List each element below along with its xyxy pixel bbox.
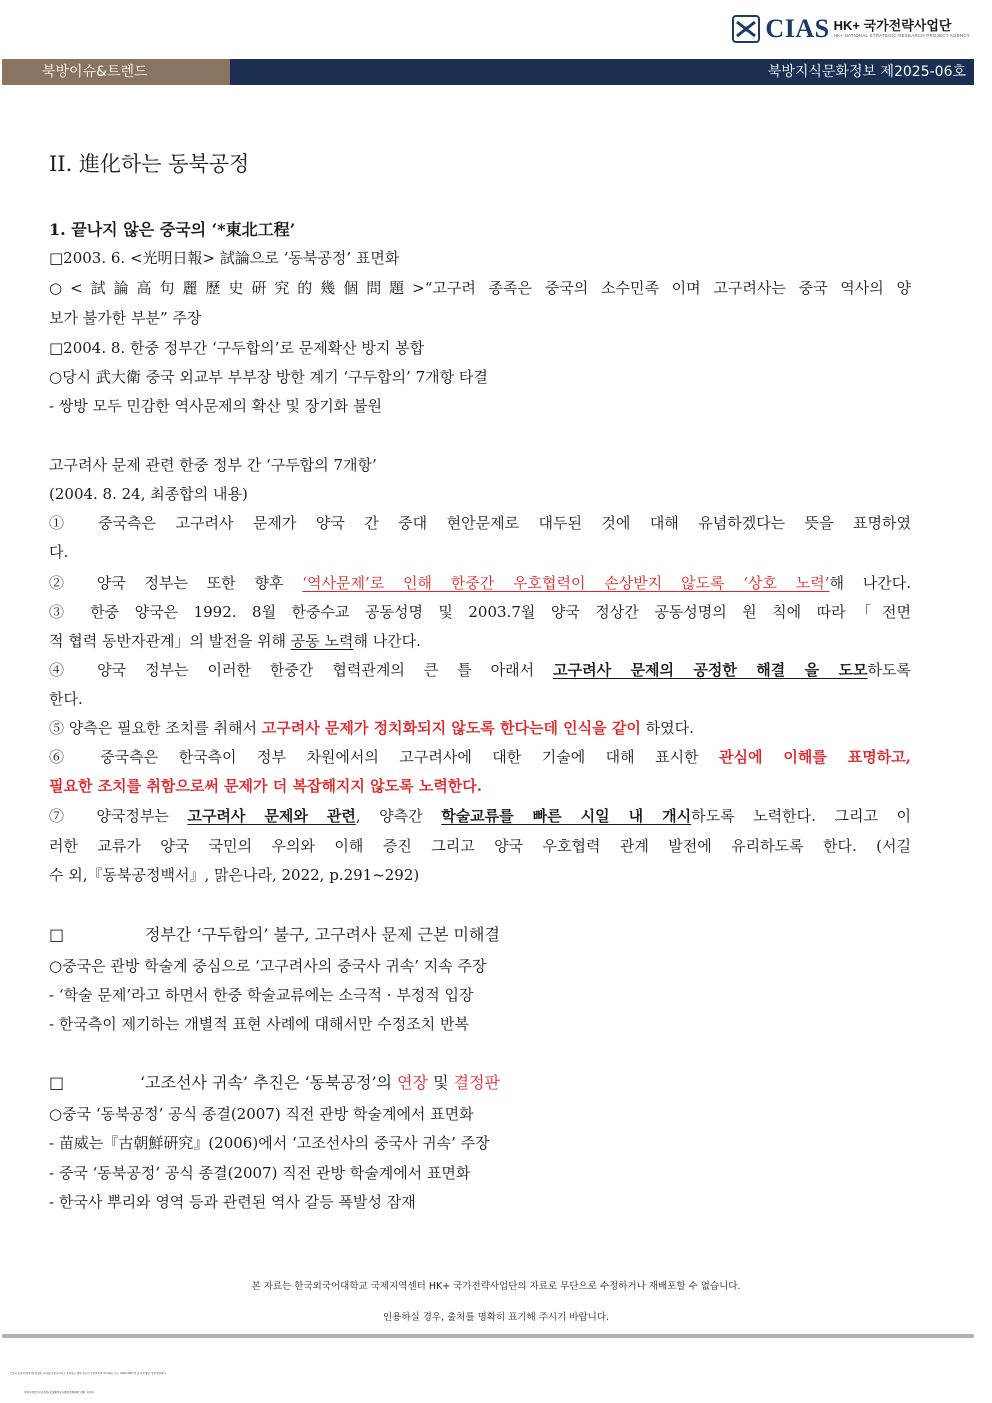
text-line: ○당시 武大衛 중국 외교부 부부장 방한 계기 ‘구두합의’ 7개항 타결	[49, 368, 488, 386]
text-line: - 苗威는『古朝鮮硏究』(2006)에서 ‘고조선사의 중국사 귀속’ 주장	[49, 1134, 490, 1152]
text-line: - 중국 ‘동북공정’ 공식 종결(2007) 직전 관방 학술계에서 표면화	[49, 1164, 471, 1182]
agreement-title: 고구려사 문제 관련 한중 정부 간 ‘구두합의 7개항’	[49, 456, 377, 474]
text-line: ○중국 ‘동북공정’ 공식 종결(2007) 직전 관방 학술계에서 표면화	[49, 1105, 474, 1123]
text-line: - 한국측이 제기하는 개별적 표현 사례에 대해서만 수정조치 반복	[49, 1015, 469, 1033]
header-bar	[2, 59, 974, 85]
footnote-marker: *	[10, 1372, 12, 1375]
agreement-item: 수 외,『동북공정백서』, 맑은나라, 2022, p.291~292)	[49, 866, 420, 884]
logo-cias-text: CIAS	[765, 14, 830, 43]
cias-logo	[731, 14, 970, 44]
subheading: 1. 끝나지 않은 중국의 ‘*東北工程’	[49, 220, 296, 239]
agreement-item: ④ 양국 정부는 이러한 한중간 협력관계의 큰 틀 아래서 고구려사 문제의 공정한 해결 을 도모하도록	[49, 661, 911, 679]
underline-text: 고구려사 문제와 관련	[187, 807, 356, 825]
agreement-item: ⑦ 양국정부는 고구려사 문제와 관련, 양측간 학술교류를 빠른 시일 내 개시하도록 노력한다. 그리고 이	[49, 807, 912, 825]
page-heading: II. 進化하는 동북공정	[49, 152, 250, 176]
text-line: - 한국사 뿌리와 영역 등과 관련된 역사 갈등 폭발성 잠재	[49, 1193, 416, 1211]
text-line: □2004. 8. 한중 정부간 ‘구두합의’로 문제확산 방지 봉합	[49, 339, 425, 357]
section-box-marker: □	[49, 925, 65, 944]
section-box-marker: □	[49, 1073, 65, 1092]
highlight-text: ‘역사문제’로 인해 한중간 우호협력이 손상받지 않도록 ‘상호 노력’	[302, 574, 830, 592]
highlight-text: 관심에 이해를 표명하고,	[719, 748, 911, 766]
text-line: ○중국은 관방 학술계 중심으로 ‘고구려사의 중국사 귀속’ 지속 주장	[49, 957, 487, 975]
section-label: 북방이슈&트렌드	[2, 59, 230, 85]
agreement-date: (2004. 8. 24, 최종합의 내용)	[49, 485, 248, 503]
issue-label: 북방지식문화정보 제2025-06호	[230, 59, 974, 85]
highlight-text: 고구려사 문제가 정치화되지 않도록 한다는데 인식을 같이	[261, 719, 641, 737]
text-line: - ‘학술 문제’라고 하면서 한중 학술교류에는 소극적 · 부정적 입장	[49, 986, 474, 1004]
agreement-item: ③ 한중 양국은 1992. 8월 한중수교 공동성명 및 2003.7월 양국 정상간 공동성명의 원 칙에 따라「전면	[49, 603, 911, 621]
section-title: 정부간 ‘구두합의’ 불구, 고구려사 문제 근본 미해결	[145, 925, 500, 944]
agreement-item: ① 중국측은 고구려사 문제가 양국 간 중대 현안문제로 대두된 것에 대해 유념하겠다는 뜻을 표명하였	[49, 514, 911, 532]
logo-agency-title: HK+ 국가전략사업단	[833, 18, 952, 34]
underline-text: 학술교류를 빠른 시일 내 개시	[441, 807, 692, 825]
agreement-item: ⑥ 중국측은 한국측이 정부 차원에서의 고구려사에 대한 기술에 대해 표시한 관심에 이해를 표명하고,	[49, 748, 911, 766]
text-line: - 쌍방 모두 민감한 역사문제의 확산 및 장기화 불원	[49, 397, 383, 415]
agreement-item: 필요한 조치를 취함으로써 문제가 더 복잡해지지 않도록 노력한다.	[49, 777, 483, 795]
cias-emblem-icon	[731, 14, 761, 44]
agreement-item: 한다.	[49, 690, 83, 708]
agreement-item: 러한 교류가 양국 국민의 우의와 이해 증진 그리고 양국 우호협력 관계 발전에 유리하도록 한다. (서길	[49, 837, 911, 855]
underline-text: 고구려사 문제의 공정한 해결 을 도모	[553, 661, 868, 679]
text-line: 보가 불가한 부분” 주장	[49, 309, 202, 327]
agreement-item: ② 양국 정부는 또한 향후 ‘역사문제’로 인해 한중간 우호협력이 손상받지 않도록 ‘상호 노력’해 나간다.	[49, 574, 911, 592]
agreement-item: 다.	[49, 543, 69, 561]
text-line: □2003. 6. <光明日報> 試論으로 ‘동북공정’ 표면화	[49, 249, 400, 267]
text-line: ○<試論高句麗歷史硏究的幾個問題>“고구려 종족은 중국의 소수민족 이며 고구려사는 중국 역사의 양	[49, 279, 911, 297]
underline-text: 공동 노력	[290, 632, 354, 650]
agreement-item: 적 협력 동반자관계」의 발전을 위해 공동 노력해 나간다.	[49, 632, 421, 650]
footer-divider	[2, 1334, 974, 1338]
footnote-text: 중국 동북부(만주)에 있었던 나라들이 중국사라고 주장하는 정부 주도의 수정주의적 역사왜곡 시도. 2002-2007년 공식 수행된 ‘동북변강역사	[12, 1372, 166, 1375]
copyright-notice: 본 자료는 한국외국어대학교 국제지역센터 HK+ 국가전략사업단의 자료로 무단으로 수정하거나 재배포할 수 없습니다.	[251, 1281, 741, 1292]
logo-agency-subtitle: HK+ NATIONAL STRATEGIC RESEARCH PROJECT AGENCY	[833, 33, 970, 39]
footnote	[10, 1364, 980, 1383]
citation-notice: 인용하실 경우, 출처를 명확히 표기해 주시기 바랍니다.	[382, 1312, 610, 1323]
section-title: ‘고조선사 귀속’ 추진은 ‘동북공정’의 연장 및 결정판	[140, 1073, 501, 1092]
footnote-continued: 여현상계열연구공정(东北边疆历史与现状系列硏究工程)’ 축약어	[24, 1391, 95, 1394]
agreement-item: ⑤ 양측은 필요한 조치를 취해서 고구려사 문제가 정치화되지 않도록 한다는데 인식을 같이 하였다.	[49, 719, 694, 737]
